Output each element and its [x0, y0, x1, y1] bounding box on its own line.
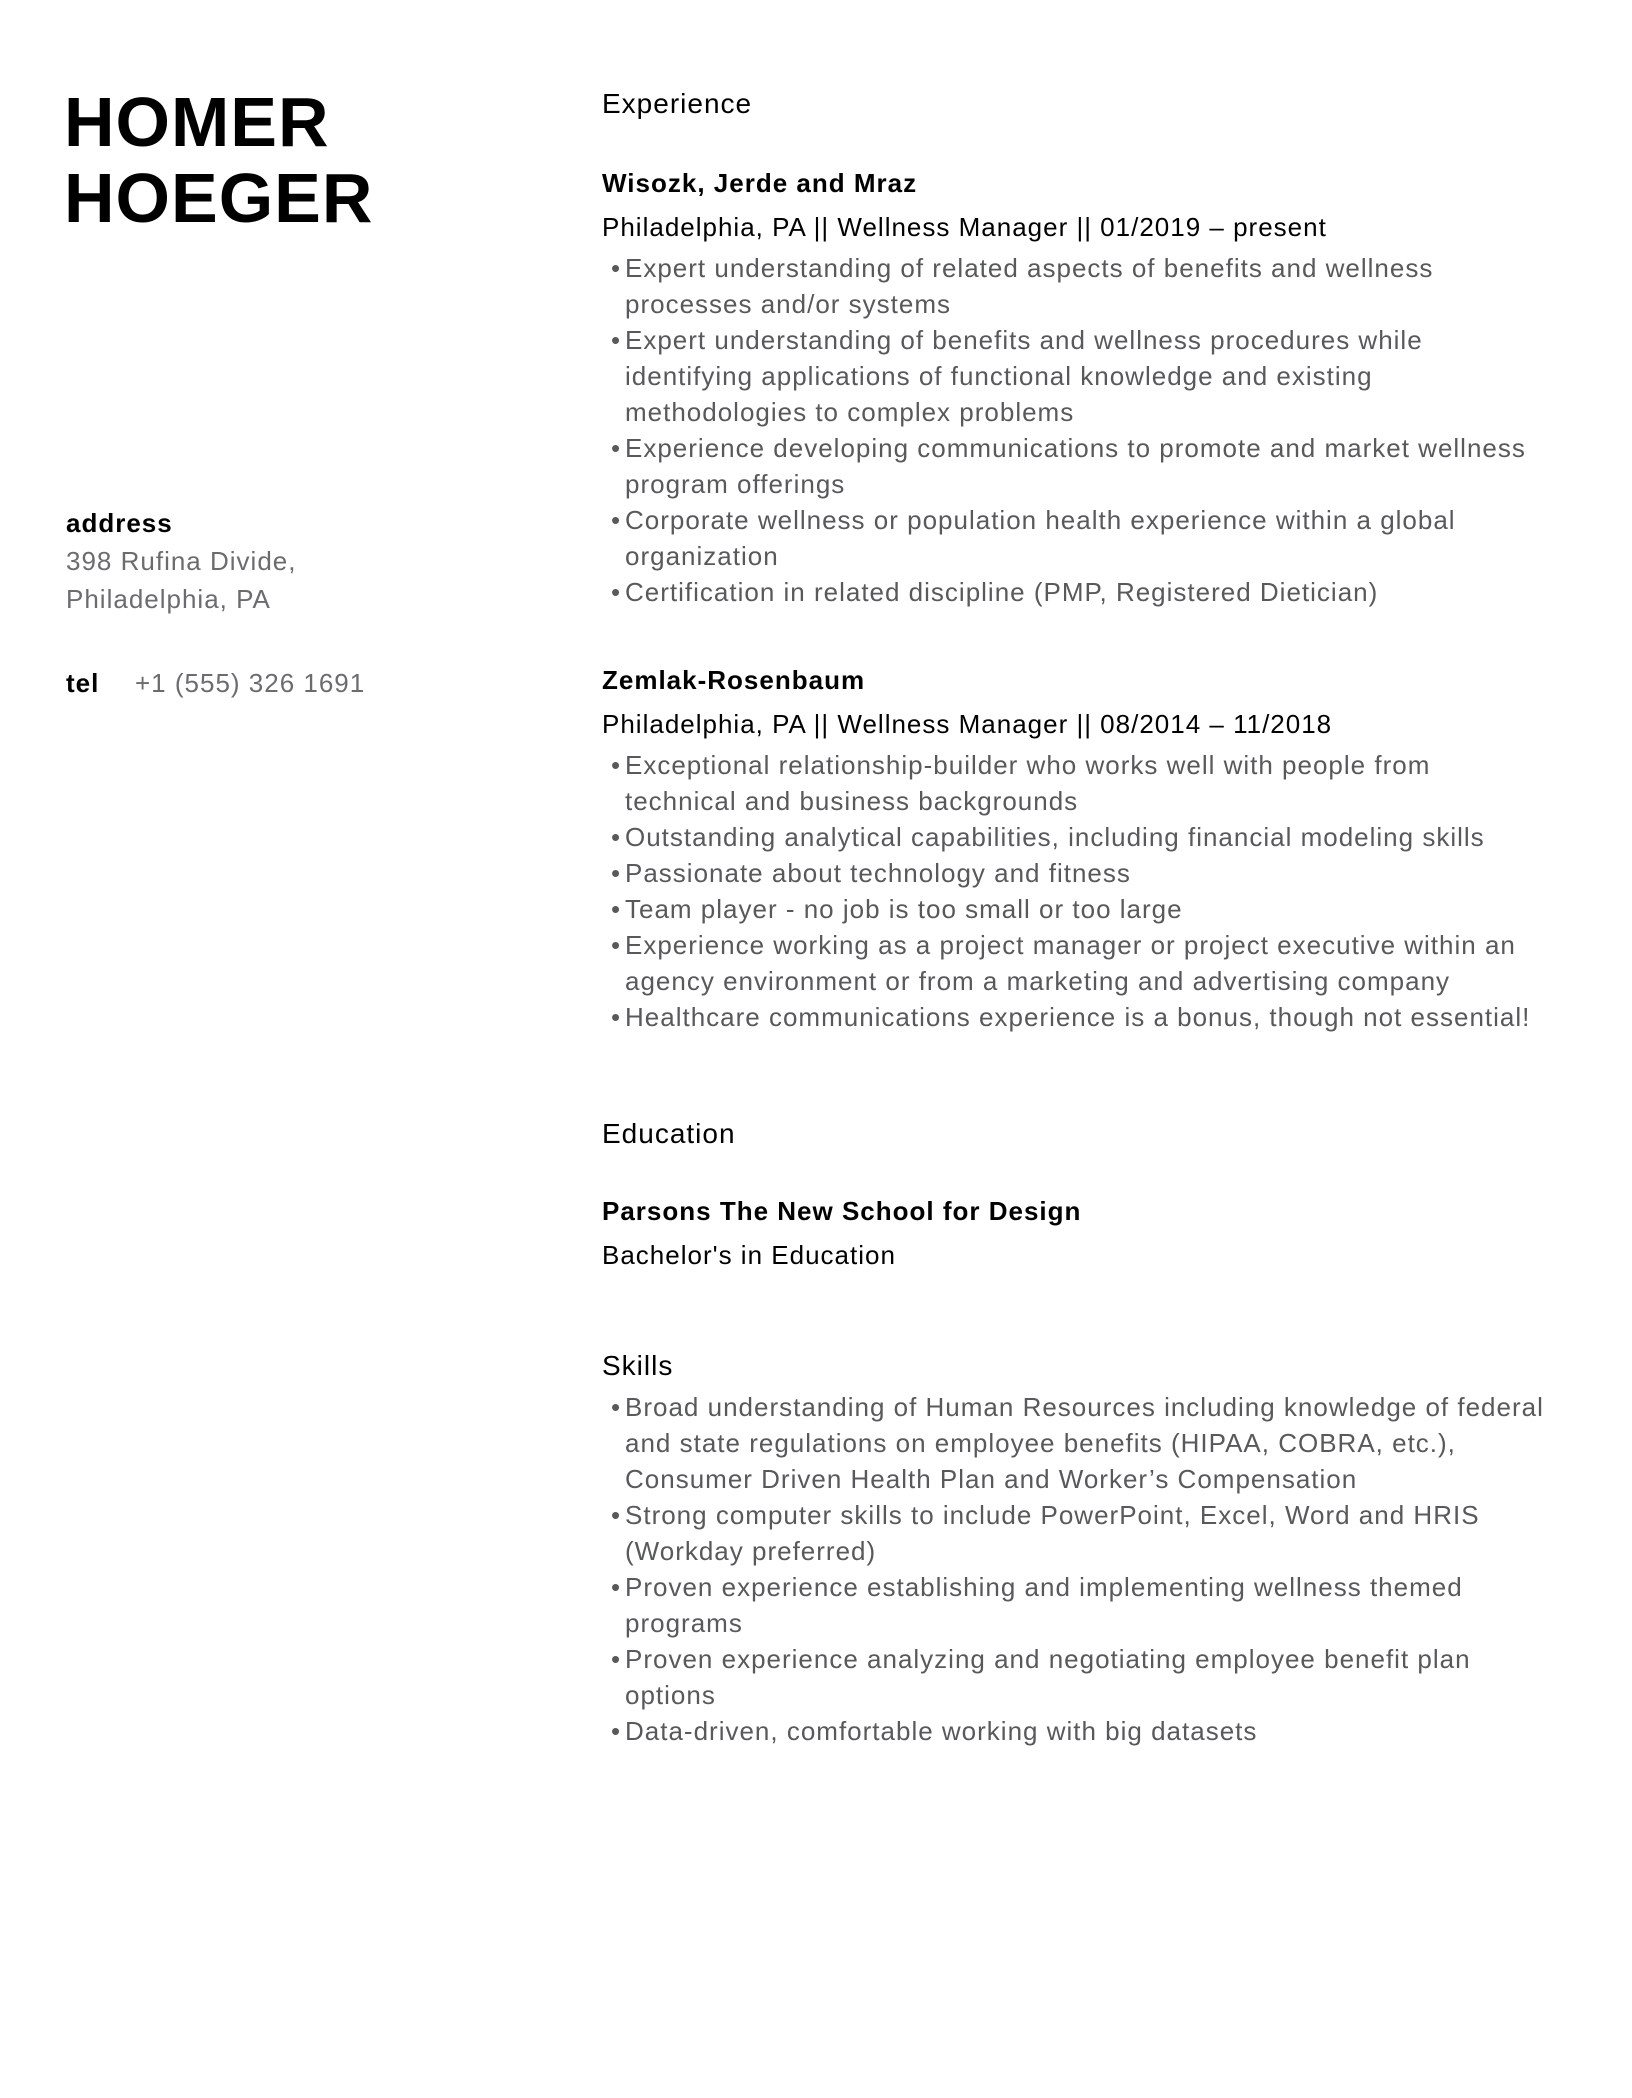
job-bullet: • Exceptional relationship-builder who works well with people from technical and business backgrounds: [602, 747, 1544, 819]
address-line-1: 398 Rufina Divide,: [66, 546, 297, 576]
experience-entry-2: [602, 662, 1544, 1035]
skill-bullet: • Broad understanding of Human Resources including knowledge of federal and state regulations on employee benefits (HIPAA, COBRA, etc.), Consumer Driven Health Plan and Worker’s Compensation: [602, 1389, 1544, 1497]
job-meta: Philadelphia, PA || Wellness Manager || 08/2014 – 11/2018: [602, 709, 1333, 739]
section-heading-skills: Skills: [602, 1350, 674, 1381]
address-line-2: Philadelphia, PA: [66, 584, 271, 614]
job-bullet: • Certification in related discipline (PMP, Registered Dietician): [602, 574, 1544, 610]
tel-label: tel: [66, 668, 100, 698]
address-block: [66, 504, 296, 618]
job-bullet: • Outstanding analytical capabilities, including financial modeling skills: [602, 819, 1544, 855]
job-bullet: • Expert understanding of benefits and wellness procedures while identifying applications of functional knowledge and existing methodologies to complex problems: [602, 322, 1544, 430]
candidate-name-line1: HOMER: [64, 83, 330, 161]
skills-bullet-list: [602, 1389, 1544, 1749]
section-heading-experience: Experience: [602, 88, 753, 119]
candidate-name: [64, 84, 373, 236]
job-bullet: • Passionate about technology and fitness: [602, 855, 1544, 891]
job-bullet: • Healthcare communications experience is a bonus, though not essential!: [602, 999, 1544, 1035]
section-heading-education: Education: [602, 1118, 736, 1149]
job-meta: Philadelphia, PA || Wellness Manager || 01/2019 – present: [602, 212, 1327, 242]
skill-bullet: • Data-driven, comfortable working with big datasets: [602, 1713, 1544, 1749]
education-degree: Bachelor's in Education: [602, 1240, 896, 1270]
job-bullet: • Experience working as a project manager or project executive within an agency environment or from a marketing and advertising company: [602, 927, 1544, 999]
job-bullet: • Team player - no job is too small or too large: [602, 891, 1544, 927]
skill-bullet: • Strong computer skills to include PowerPoint, Excel, Word and HRIS (Workday preferred): [602, 1497, 1544, 1569]
telephone-block: [66, 664, 365, 702]
skill-bullet: • Proven experience analyzing and negotiating employee benefit plan options: [602, 1641, 1544, 1713]
job-bullet-list: [602, 747, 1544, 1035]
experience-entry-1: [602, 165, 1544, 610]
company-name: Zemlak-Rosenbaum: [602, 665, 866, 695]
job-bullet: • Corporate wellness or population health experience within a global organization: [602, 502, 1544, 574]
job-bullet: • Expert understanding of related aspects of benefits and wellness processes and/or systems: [602, 250, 1544, 322]
skill-bullet: • Proven experience establishing and implementing wellness themed programs: [602, 1569, 1544, 1641]
candidate-name-line2: HOEGER: [64, 159, 374, 237]
resume-main-column: [602, 86, 1544, 1749]
job-bullet-list: [602, 250, 1544, 610]
education-school: Parsons The New School for Design: [602, 1196, 1082, 1226]
address-label: address: [66, 508, 173, 538]
company-name: Wisozk, Jerde and Mraz: [602, 168, 918, 198]
tel-value: +1 (555) 326 1691: [135, 668, 366, 698]
job-bullet: • Experience developing communications to promote and market wellness program offerings: [602, 430, 1544, 502]
